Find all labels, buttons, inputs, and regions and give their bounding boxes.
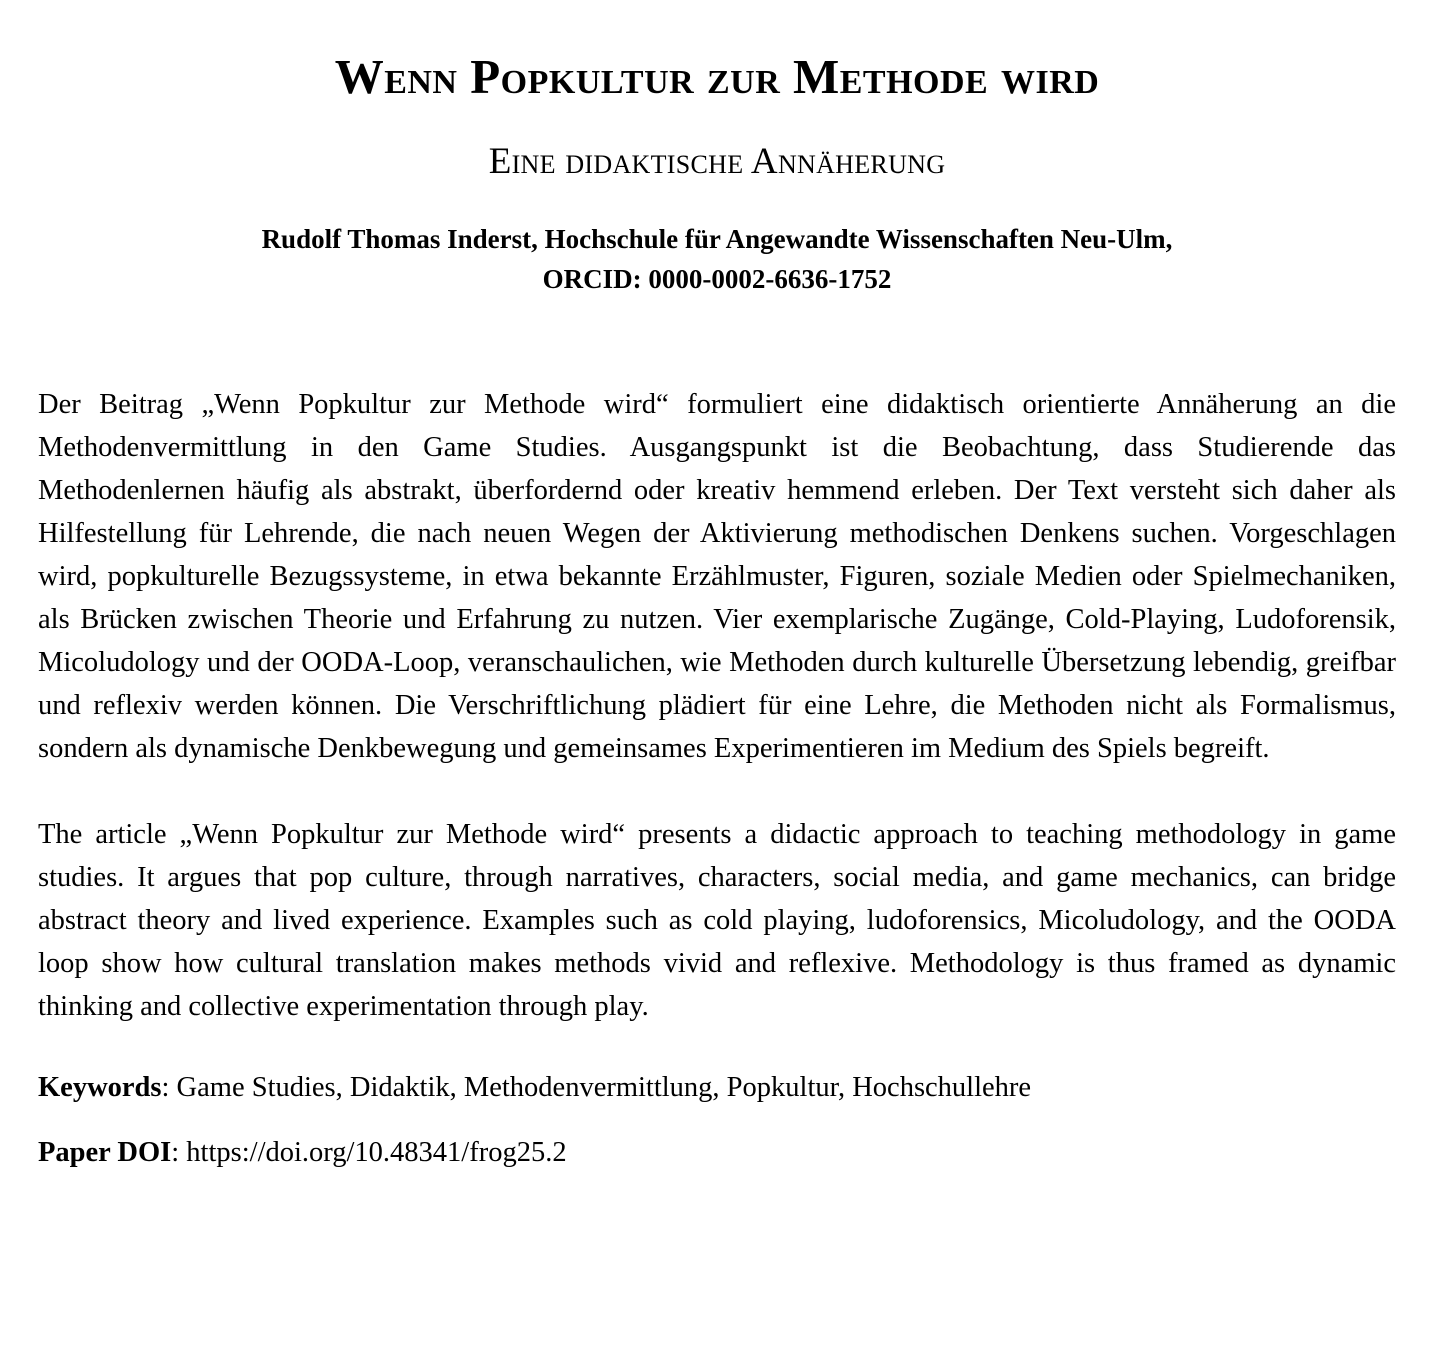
doi-value: : https://doi.org/10.48341/frog25.2	[171, 1136, 567, 1168]
abstract-english: The article „Wenn Popkultur zur Methode wird“ presents a didactic approach to teaching methodology in game studies. It argues that pop culture, through narratives, characters, social media, and game mechanics, can bridge abstract theory and lived experience. Examples such as cold playing, ludoforensics, Micoludology, and the OODA loop show how cultural translation makes methods vivid and reflexive. Methodology is thus framed as dynamic thinking and collective experimentation through play.	[38, 818, 1396, 1022]
doi-label: Paper DOI	[38, 1136, 172, 1168]
keywords-line	[38, 1066, 1396, 1109]
author-orcid-line: ORCID: 0000-0002-6636-1752	[542, 263, 892, 294]
author-affiliation-line: Rudolf Thomas Inderst, Hochschule für Angewandte Wissenschaften Neu-Ulm,	[261, 223, 1173, 254]
paper-title: Wenn Popkultur zur Methode wird	[334, 49, 1100, 104]
author-block	[38, 219, 1396, 299]
doi-line	[38, 1131, 1396, 1174]
abstract-section	[38, 383, 1396, 1174]
keywords-label: Keywords	[38, 1071, 162, 1103]
paper-subtitle: Eine didaktische Annäherung	[488, 140, 946, 182]
keywords-value: : Game Studies, Didaktik, Methodenvermittlung, Popkultur, Hochschullehre	[161, 1071, 1032, 1103]
title-block	[38, 50, 1396, 299]
abstract-german: Der Beitrag „Wenn Popkultur zur Methode wird“ formuliert eine didaktisch orientierte Annäherung an die Methodenvermittlung in den Game Studies. Ausgangspunkt ist die Beobachtung, dass Studierende das Methodenlernen häufig als abstrakt, überfordernd oder kreativ hemmend erleben. Der Text versteht sich daher als Hilfestellung für Lehrende, die nach neuen Wegen der Aktivierung methodischen Denkens suchen. Vorgeschlagen wird, popkulturelle Bezugssysteme, in etwa bekannte Erzählmuster, Figuren, soziale Medien oder Spielmechaniken, als Brücken zwischen Theorie und Erfahrung zu nutzen. Vier exemplarische Zugänge, Cold-Playing, Ludoforensik, Micoludology und der OODA-Loop, veranschaulichen, wie Methoden durch kulturelle Übersetzung lebendig, greifbar und reflexiv werden können. Die Verschriftlichung plädiert für eine Lehre, die Methoden nicht als Formalismus, sondern als dynamische Denkbewegung und gemeinsames Experimentieren im Medium des Spiels begreift.	[38, 388, 1396, 764]
